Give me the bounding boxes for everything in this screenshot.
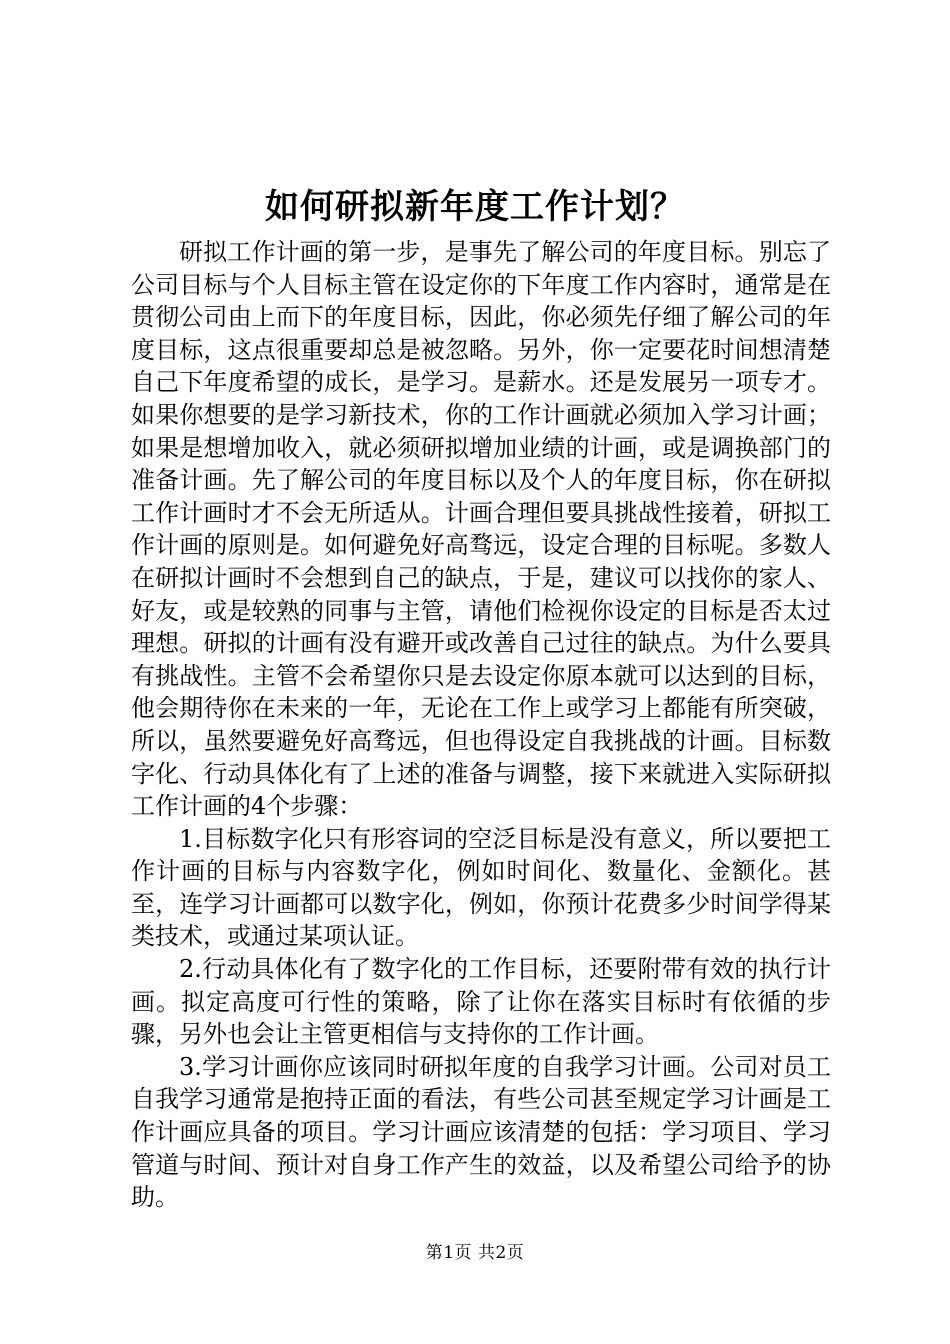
page-number-footer: 第1页 共2页	[425, 1243, 525, 1263]
paragraph-step-3: 3.学习计画你应该同时研拟年度的自我学习计画。公司对员工自我学习通常是抱持正面的看法，有些公司甚至规定学习计画是工作计画应具备的项目。学习计画应该清楚的包括：学习项目、学习管道与时间、预计对自身工作产生的效益，以及希望公司给予的协助。	[131, 1052, 831, 1212]
document-title: 如何研拟新年度工作计划？	[265, 187, 685, 227]
paragraph-intro: 研拟工作计画的第一步，是事先了解公司的年度目标。别忘了公司目标与个人目标主管在设定你的下年度工作内容时，通常是在贯彻公司由上而下的年度目标，因此，你必须先仔细了解公司的年度目标，这点很重要却总是被忽略。另外，你一定要花时间想清楚自己下年度希望的成长，是学习。是薪水。还是发展另一项专才。如果你想要的是学习新技术，你的工作计画就必须加入学习计画；如果是想增加收入，就必须研拟增加业绩的计画，或是调换部门的准备计画。先了解公司的年度目标以及个人的年度目标，你在研拟工作计画时才不会无所适从。计画合理但要具挑战性接着，研拟工作计画的原则是。如何避免好高骛远，设定合理的目标呢。多数人在研拟计画时不会想到自己的缺点，于是，建议可以找你的家人、好友，或是较熟的同事与主管，请他们检视你设定的目标是否太过理想。研拟的计画有没有避开或改善自己过往的缺点。为什么要具有挑战性。主管不会希望你只是去设定你原本就可以达到的目标，他会期待你在未来的一年，无论在工作上或学习上都能有所突破，所以，虽然要避免好高骛远，但也得设定自我挑战的计画。目标数字化、行动具体化有了上述的准备与调整，接下来就进入实际研拟工作计画的4个步骤：	[131, 238, 831, 821]
paragraph-step-2: 2.行动具体化有了数字化的工作目标，还要附带有效的执行计画。拟定高度可行性的策略，除了让你在落实目标时有依循的步骤，另外也会让主管更相信与支持你的工作计画。	[131, 955, 831, 1049]
paragraph-step-1: 1.目标数字化只有形容词的空泛目标是没有意义，所以要把工作计画的目标与内容数字化，例如时间化、数量化、金额化。甚至，连学习计画都可以数字化，例如，你预计花费多少时间学得某类技术，或通过某项认证。	[131, 824, 831, 951]
document-body	[131, 236, 831, 1214]
